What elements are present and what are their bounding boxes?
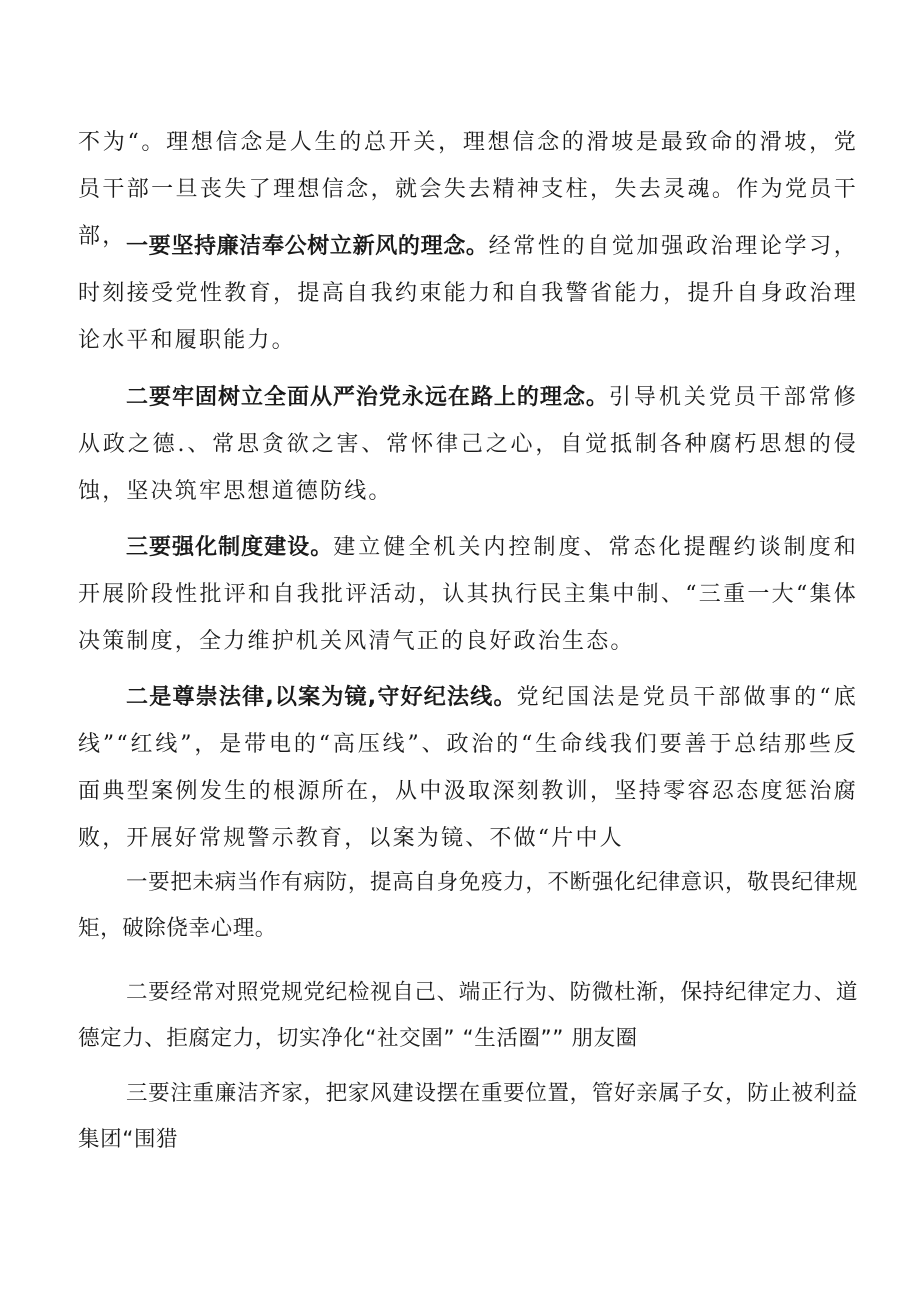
paragraph-6 [78, 860, 858, 952]
paragraph-2 [78, 223, 858, 364]
paragraph-heading: 二是尊崇法律,以案为镜,守好纪法线。 [126, 685, 517, 710]
paragraph-8 [78, 1071, 858, 1163]
paragraph-heading: 二要牢固树立全面从严治党永远在路上的理念。 [126, 385, 609, 410]
paragraph-3 [78, 374, 858, 515]
paragraph-text: 一要把未病当作有病防，提高自身免疫力，不断强化纪律意识，敬畏纪律规矩，破除侥幸心理。 [78, 870, 858, 941]
paragraph-text: 经常性的自觉加强政治理论学习，时刻接受党性教育，提高自我约束能力和自我警省能力，提升自身政治理论水平和履职能力。 [78, 234, 858, 353]
paragraph-4 [78, 524, 858, 665]
paragraph-text: 三要注重廉洁齐家，把家风建设摆在重要位置，管好亲属子女，防止被利益集团“围猎 [78, 1081, 858, 1152]
paragraph-heading: 三要强化制度建设。 [126, 535, 334, 560]
paragraph-heading: 一要坚持廉洁奉公树立新风的理念。 [126, 234, 489, 259]
paragraph-text: 不为“。理想信念是人生的总开关，理想信念的滑坡是最致命的滑坡，党员干部一旦丧失了理想信念，就会失去精神支柱，失去灵魂。作为党员干部， [78, 130, 858, 249]
paragraph-text: 党纪国法是党员干部做事的“底线”“红线”，是带电的“高压线”、政治的“生命线我们要善于总结那些反面典型案例发生的根源所在，从中汲取深刻教训，坚持零容忍态度惩治腐败，开展好常规警示教育，以案为镜、不做“片中人 [78, 685, 858, 851]
paragraph-7 [78, 970, 858, 1062]
paragraph-text: 建立健全机关内控制度、常态化提醒约谈制度和开展阶段性批评和自我批评活动，认其执行民主集中制、“三重一大“集体决策制度，全力维护机关风清气正的良好政治生态。 [78, 535, 858, 654]
paragraph-5 [78, 674, 858, 862]
paragraph-text: 二要经常对照党规党纪检视自己、端正行为、防微杜渐，保持纪律定力、道德定力、拒腐定力，切实净化“社交圉” “生活圈”” 朋友圈 [78, 980, 858, 1051]
paragraph-text: 引导机关党员干部常修从政之德.、常思贪欲之害、常怀律己之心，自觉抵制各种腐朽思想的侵蚀，坚决筑牢思想道德防线。 [78, 385, 858, 504]
